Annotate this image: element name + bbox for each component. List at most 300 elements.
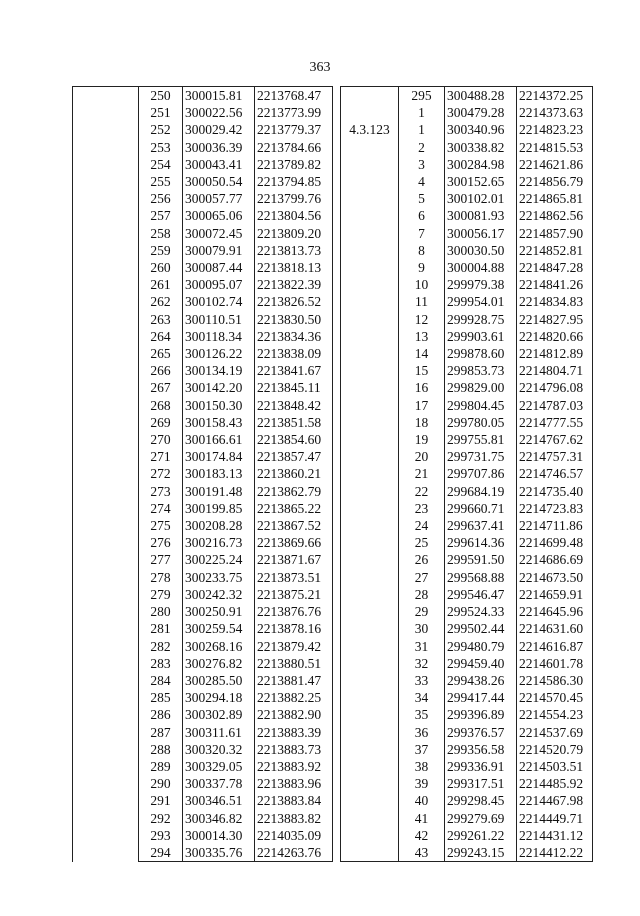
x-coordinate-cell: 300166.61: [183, 431, 255, 448]
y-coordinate-cell: 2214520.79: [517, 741, 593, 758]
table-row: [341, 586, 593, 603]
point-number-cell: 267: [139, 379, 183, 396]
point-number-cell: 31: [399, 638, 445, 655]
y-coordinate-cell: 2214767.62: [517, 431, 593, 448]
section-cell: 4.3.123: [341, 121, 399, 138]
point-number-cell: 8: [399, 242, 445, 259]
x-coordinate-cell: 300338.82: [445, 139, 517, 156]
y-coordinate-cell: 2214862.56: [517, 207, 593, 224]
x-coordinate-cell: 300294.18: [183, 689, 255, 706]
y-coordinate-cell: 2213804.56: [255, 207, 333, 224]
point-number-cell: 2: [399, 139, 445, 156]
x-coordinate-cell: 299480.79: [445, 638, 517, 655]
x-coordinate-cell: 300208.28: [183, 517, 255, 534]
left-coordinate-table: [72, 86, 333, 862]
point-number-cell: 35: [399, 706, 445, 723]
x-coordinate-cell: 300043.41: [183, 156, 255, 173]
y-coordinate-cell: 2213882.25: [255, 689, 333, 706]
point-number-cell: 17: [399, 397, 445, 414]
x-coordinate-cell: 300152.65: [445, 173, 517, 190]
point-number-cell: 259: [139, 242, 183, 259]
y-coordinate-cell: 2214757.31: [517, 448, 593, 465]
point-number-cell: 18: [399, 414, 445, 431]
section-cell: [73, 87, 139, 862]
y-coordinate-cell: 2213875.21: [255, 586, 333, 603]
point-number-cell: 271: [139, 448, 183, 465]
y-coordinate-cell: 2214621.86: [517, 156, 593, 173]
y-coordinate-cell: 2214796.08: [517, 379, 593, 396]
point-number-cell: 14: [399, 345, 445, 362]
y-coordinate-cell: 2213879.42: [255, 638, 333, 655]
section-cell: [341, 844, 399, 862]
point-number-cell: 291: [139, 792, 183, 809]
x-coordinate-cell: 300081.93: [445, 207, 517, 224]
x-coordinate-cell: 300029.42: [183, 121, 255, 138]
section-cell: [341, 827, 399, 844]
section-cell: [341, 775, 399, 792]
y-coordinate-cell: 2213854.60: [255, 431, 333, 448]
y-coordinate-cell: 2213860.21: [255, 465, 333, 482]
y-coordinate-cell: 2214263.76: [255, 844, 333, 862]
point-number-cell: 28: [399, 586, 445, 603]
section-cell: [341, 500, 399, 517]
point-number-cell: 29: [399, 603, 445, 620]
section-cell: [341, 758, 399, 775]
table-row: [341, 397, 593, 414]
x-coordinate-cell: 299438.26: [445, 672, 517, 689]
y-coordinate-cell: 2214373.63: [517, 104, 593, 121]
point-number-cell: 282: [139, 638, 183, 655]
x-coordinate-cell: 300102.01: [445, 190, 517, 207]
y-coordinate-cell: 2214777.55: [517, 414, 593, 431]
table-row: [341, 259, 593, 276]
point-number-cell: 20: [399, 448, 445, 465]
section-cell: [341, 741, 399, 758]
point-number-cell: 285: [139, 689, 183, 706]
y-coordinate-cell: 2214645.96: [517, 603, 593, 620]
x-coordinate-cell: 299298.45: [445, 792, 517, 809]
table-row: [341, 431, 593, 448]
table-row: [341, 121, 593, 138]
table-row: [341, 758, 593, 775]
point-number-cell: 270: [139, 431, 183, 448]
y-coordinate-cell: 2214746.57: [517, 465, 593, 482]
y-coordinate-cell: 2214035.09: [255, 827, 333, 844]
point-number-cell: 15: [399, 362, 445, 379]
point-number-cell: 12: [399, 311, 445, 328]
x-coordinate-cell: 299684.19: [445, 483, 517, 500]
x-coordinate-cell: 299804.45: [445, 397, 517, 414]
y-coordinate-cell: 2214815.53: [517, 139, 593, 156]
table-row: [341, 724, 593, 741]
x-coordinate-cell: 299502.44: [445, 620, 517, 637]
section-cell: [341, 104, 399, 121]
section-cell: [341, 465, 399, 482]
point-number-cell: 276: [139, 534, 183, 551]
x-coordinate-cell: 300250.91: [183, 603, 255, 620]
y-coordinate-cell: 2214820.66: [517, 328, 593, 345]
table-row: [341, 465, 593, 482]
point-number-cell: 274: [139, 500, 183, 517]
section-cell: [341, 207, 399, 224]
y-coordinate-cell: 2214449.71: [517, 810, 593, 827]
point-number-cell: 41: [399, 810, 445, 827]
section-cell: [341, 293, 399, 310]
x-coordinate-cell: 299591.50: [445, 551, 517, 568]
x-coordinate-cell: 300276.82: [183, 655, 255, 672]
table-row: [341, 792, 593, 809]
x-coordinate-cell: 299396.89: [445, 706, 517, 723]
table-row: [341, 173, 593, 190]
point-number-cell: 252: [139, 121, 183, 138]
table-row: [341, 328, 593, 345]
point-number-cell: 269: [139, 414, 183, 431]
section-cell: [341, 483, 399, 500]
y-coordinate-cell: 2214485.92: [517, 775, 593, 792]
x-coordinate-cell: 300036.39: [183, 139, 255, 156]
y-coordinate-cell: 2214699.48: [517, 534, 593, 551]
x-coordinate-cell: 300183.13: [183, 465, 255, 482]
point-number-cell: 24: [399, 517, 445, 534]
table-row: [341, 534, 593, 551]
y-coordinate-cell: 2214865.81: [517, 190, 593, 207]
x-coordinate-cell: 300102.74: [183, 293, 255, 310]
x-coordinate-cell: 299417.44: [445, 689, 517, 706]
y-coordinate-cell: 2214834.83: [517, 293, 593, 310]
section-cell: [341, 139, 399, 156]
table-row: [341, 379, 593, 396]
x-coordinate-cell: 300014.30: [183, 827, 255, 844]
x-coordinate-cell: 299614.36: [445, 534, 517, 551]
y-coordinate-cell: 2214586.30: [517, 672, 593, 689]
point-number-cell: 251: [139, 104, 183, 121]
y-coordinate-cell: 2213857.47: [255, 448, 333, 465]
y-coordinate-cell: 2213768.47: [255, 87, 333, 105]
table-row: [341, 345, 593, 362]
y-coordinate-cell: 2213883.96: [255, 775, 333, 792]
point-number-cell: 42: [399, 827, 445, 844]
table-row: [341, 517, 593, 534]
x-coordinate-cell: 299524.33: [445, 603, 517, 620]
section-cell: [341, 569, 399, 586]
y-coordinate-cell: 2213838.09: [255, 345, 333, 362]
point-number-cell: 9: [399, 259, 445, 276]
y-coordinate-cell: 2213869.66: [255, 534, 333, 551]
y-coordinate-cell: 2214711.86: [517, 517, 593, 534]
y-coordinate-cell: 2214503.51: [517, 758, 593, 775]
y-coordinate-cell: 2214823.23: [517, 121, 593, 138]
table-row: [341, 603, 593, 620]
point-number-cell: 253: [139, 139, 183, 156]
section-cell: [341, 225, 399, 242]
x-coordinate-cell: 300030.50: [445, 242, 517, 259]
y-coordinate-cell: 2213784.66: [255, 139, 333, 156]
y-coordinate-cell: 2213851.58: [255, 414, 333, 431]
x-coordinate-cell: 299336.91: [445, 758, 517, 775]
table-row: [341, 293, 593, 310]
y-coordinate-cell: 2214723.83: [517, 500, 593, 517]
x-coordinate-cell: 299954.01: [445, 293, 517, 310]
x-coordinate-cell: 299459.40: [445, 655, 517, 672]
table-row: [341, 207, 593, 224]
x-coordinate-cell: 300337.78: [183, 775, 255, 792]
y-coordinate-cell: 2213867.52: [255, 517, 333, 534]
point-number-cell: 26: [399, 551, 445, 568]
y-coordinate-cell: 2214554.23: [517, 706, 593, 723]
point-number-cell: 292: [139, 810, 183, 827]
x-coordinate-cell: 299731.75: [445, 448, 517, 465]
x-coordinate-cell: 299707.86: [445, 465, 517, 482]
section-cell: [341, 620, 399, 637]
x-coordinate-cell: 300065.06: [183, 207, 255, 224]
x-coordinate-cell: 299637.41: [445, 517, 517, 534]
section-cell: [341, 362, 399, 379]
point-number-cell: 265: [139, 345, 183, 362]
x-coordinate-cell: 300191.48: [183, 483, 255, 500]
section-cell: [341, 190, 399, 207]
point-number-cell: 1: [399, 121, 445, 138]
x-coordinate-cell: 300242.32: [183, 586, 255, 603]
point-number-cell: 7: [399, 225, 445, 242]
y-coordinate-cell: 2213830.50: [255, 311, 333, 328]
point-number-cell: 33: [399, 672, 445, 689]
y-coordinate-cell: 2213873.51: [255, 569, 333, 586]
y-coordinate-cell: 2213862.79: [255, 483, 333, 500]
y-coordinate-cell: 2213822.39: [255, 276, 333, 293]
x-coordinate-cell: 299660.71: [445, 500, 517, 517]
point-number-cell: 39: [399, 775, 445, 792]
x-coordinate-cell: 300126.22: [183, 345, 255, 362]
y-coordinate-cell: 2214616.87: [517, 638, 593, 655]
section-cell: [341, 414, 399, 431]
x-coordinate-cell: 300285.50: [183, 672, 255, 689]
point-number-cell: 290: [139, 775, 183, 792]
y-coordinate-cell: 2213809.20: [255, 225, 333, 242]
section-cell: [341, 242, 399, 259]
x-coordinate-cell: 299829.00: [445, 379, 517, 396]
y-coordinate-cell: 2214787.03: [517, 397, 593, 414]
table-row: [341, 414, 593, 431]
point-number-cell: 30: [399, 620, 445, 637]
x-coordinate-cell: 300268.16: [183, 638, 255, 655]
table-row: [341, 827, 593, 844]
section-cell: [341, 706, 399, 723]
table-row: [73, 87, 333, 105]
point-number-cell: 288: [139, 741, 183, 758]
y-coordinate-cell: 2213813.73: [255, 242, 333, 259]
section-cell: [341, 311, 399, 328]
x-coordinate-cell: 300095.07: [183, 276, 255, 293]
y-coordinate-cell: 2213881.47: [255, 672, 333, 689]
x-coordinate-cell: 299261.22: [445, 827, 517, 844]
point-number-cell: 32: [399, 655, 445, 672]
section-cell: [341, 345, 399, 362]
table-row: [341, 225, 593, 242]
y-coordinate-cell: 2213834.36: [255, 328, 333, 345]
x-coordinate-cell: 300335.76: [183, 844, 255, 862]
x-coordinate-cell: 299546.47: [445, 586, 517, 603]
point-number-cell: 293: [139, 827, 183, 844]
x-coordinate-cell: 300329.05: [183, 758, 255, 775]
point-number-cell: 277: [139, 551, 183, 568]
x-coordinate-cell: 300259.54: [183, 620, 255, 637]
y-coordinate-cell: 2213883.92: [255, 758, 333, 775]
x-coordinate-cell: 300340.96: [445, 121, 517, 138]
y-coordinate-cell: 2213826.52: [255, 293, 333, 310]
x-coordinate-cell: 300110.51: [183, 311, 255, 328]
x-coordinate-cell: 300302.89: [183, 706, 255, 723]
y-coordinate-cell: 2214431.12: [517, 827, 593, 844]
section-cell: [341, 328, 399, 345]
x-coordinate-cell: 299853.73: [445, 362, 517, 379]
section-cell: [341, 276, 399, 293]
y-coordinate-cell: 2214812.89: [517, 345, 593, 362]
x-coordinate-cell: 299780.05: [445, 414, 517, 431]
y-coordinate-cell: 2213845.11: [255, 379, 333, 396]
table-row: [341, 362, 593, 379]
point-number-cell: 21: [399, 465, 445, 482]
x-coordinate-cell: 299317.51: [445, 775, 517, 792]
x-coordinate-cell: 299243.15: [445, 844, 517, 862]
x-coordinate-cell: 300056.17: [445, 225, 517, 242]
point-number-cell: 254: [139, 156, 183, 173]
point-number-cell: 258: [139, 225, 183, 242]
point-number-cell: 34: [399, 689, 445, 706]
y-coordinate-cell: 2214856.79: [517, 173, 593, 190]
section-cell: [341, 397, 399, 414]
x-coordinate-cell: 300311.61: [183, 724, 255, 741]
point-number-cell: 16: [399, 379, 445, 396]
section-cell: [341, 551, 399, 568]
point-number-cell: 281: [139, 620, 183, 637]
y-coordinate-cell: 2214686.69: [517, 551, 593, 568]
table-row: [341, 87, 593, 105]
table-row: [341, 448, 593, 465]
y-coordinate-cell: 2214827.95: [517, 311, 593, 328]
x-coordinate-cell: 300072.45: [183, 225, 255, 242]
point-number-cell: 6: [399, 207, 445, 224]
table-row: [341, 638, 593, 655]
x-coordinate-cell: 300087.44: [183, 259, 255, 276]
x-coordinate-cell: 300150.30: [183, 397, 255, 414]
table-row: [341, 844, 593, 862]
y-coordinate-cell: 2213871.67: [255, 551, 333, 568]
point-number-cell: 23: [399, 500, 445, 517]
section-cell: [341, 448, 399, 465]
y-coordinate-cell: 2213799.76: [255, 190, 333, 207]
x-coordinate-cell: 299356.58: [445, 741, 517, 758]
y-coordinate-cell: 2213789.82: [255, 156, 333, 173]
x-coordinate-cell: 299376.57: [445, 724, 517, 741]
table-row: [341, 156, 593, 173]
point-number-cell: 283: [139, 655, 183, 672]
point-number-cell: 19: [399, 431, 445, 448]
y-coordinate-cell: 2213794.85: [255, 173, 333, 190]
y-coordinate-cell: 2214659.91: [517, 586, 593, 603]
point-number-cell: 287: [139, 724, 183, 741]
table-row: [341, 104, 593, 121]
point-number-cell: 275: [139, 517, 183, 534]
point-number-cell: 256: [139, 190, 183, 207]
y-coordinate-cell: 2214673.50: [517, 569, 593, 586]
y-coordinate-cell: 2213779.37: [255, 121, 333, 138]
y-coordinate-cell: 2213773.99: [255, 104, 333, 121]
x-coordinate-cell: 299279.69: [445, 810, 517, 827]
point-number-cell: 13: [399, 328, 445, 345]
point-number-cell: 250: [139, 87, 183, 105]
x-coordinate-cell: 300057.77: [183, 190, 255, 207]
point-number-cell: 27: [399, 569, 445, 586]
table-row: [341, 276, 593, 293]
y-coordinate-cell: 2214467.98: [517, 792, 593, 809]
table-row: [341, 311, 593, 328]
x-coordinate-cell: 299878.60: [445, 345, 517, 362]
section-cell: [341, 379, 399, 396]
y-coordinate-cell: 2213883.84: [255, 792, 333, 809]
y-coordinate-cell: 2214804.71: [517, 362, 593, 379]
y-coordinate-cell: 2213880.51: [255, 655, 333, 672]
y-coordinate-cell: 2214847.28: [517, 259, 593, 276]
x-coordinate-cell: 299979.38: [445, 276, 517, 293]
point-number-cell: 257: [139, 207, 183, 224]
point-number-cell: 10: [399, 276, 445, 293]
x-coordinate-cell: 300050.54: [183, 173, 255, 190]
point-number-cell: 11: [399, 293, 445, 310]
point-number-cell: 1: [399, 104, 445, 121]
x-coordinate-cell: 300479.28: [445, 104, 517, 121]
section-cell: [341, 534, 399, 551]
x-coordinate-cell: 300225.24: [183, 551, 255, 568]
y-coordinate-cell: 2213878.16: [255, 620, 333, 637]
point-number-cell: 3: [399, 156, 445, 173]
point-number-cell: 4: [399, 173, 445, 190]
table-row: [341, 741, 593, 758]
point-number-cell: 263: [139, 311, 183, 328]
point-number-cell: 272: [139, 465, 183, 482]
right-coordinate-table: [340, 86, 593, 862]
table-row: [341, 551, 593, 568]
section-cell: [341, 173, 399, 190]
section-cell: [341, 87, 399, 105]
table-row: [341, 190, 593, 207]
point-number-cell: 262: [139, 293, 183, 310]
point-number-cell: 43: [399, 844, 445, 862]
section-cell: [341, 792, 399, 809]
y-coordinate-cell: 2214857.90: [517, 225, 593, 242]
section-cell: [341, 431, 399, 448]
y-coordinate-cell: 2214601.78: [517, 655, 593, 672]
x-coordinate-cell: 299928.75: [445, 311, 517, 328]
y-coordinate-cell: 2213883.82: [255, 810, 333, 827]
section-cell: [341, 156, 399, 173]
x-coordinate-cell: 299568.88: [445, 569, 517, 586]
x-coordinate-cell: 300142.20: [183, 379, 255, 396]
table-row: [341, 689, 593, 706]
page-number: 363: [309, 60, 331, 75]
x-coordinate-cell: 300216.73: [183, 534, 255, 551]
point-number-cell: 273: [139, 483, 183, 500]
x-coordinate-cell: 300015.81: [183, 87, 255, 105]
table-row: [341, 139, 593, 156]
table-row: [341, 569, 593, 586]
point-number-cell: 260: [139, 259, 183, 276]
y-coordinate-cell: 2214852.81: [517, 242, 593, 259]
section-cell: [341, 603, 399, 620]
section-cell: [341, 724, 399, 741]
x-coordinate-cell: 300233.75: [183, 569, 255, 586]
point-number-cell: 284: [139, 672, 183, 689]
y-coordinate-cell: 2213818.13: [255, 259, 333, 276]
